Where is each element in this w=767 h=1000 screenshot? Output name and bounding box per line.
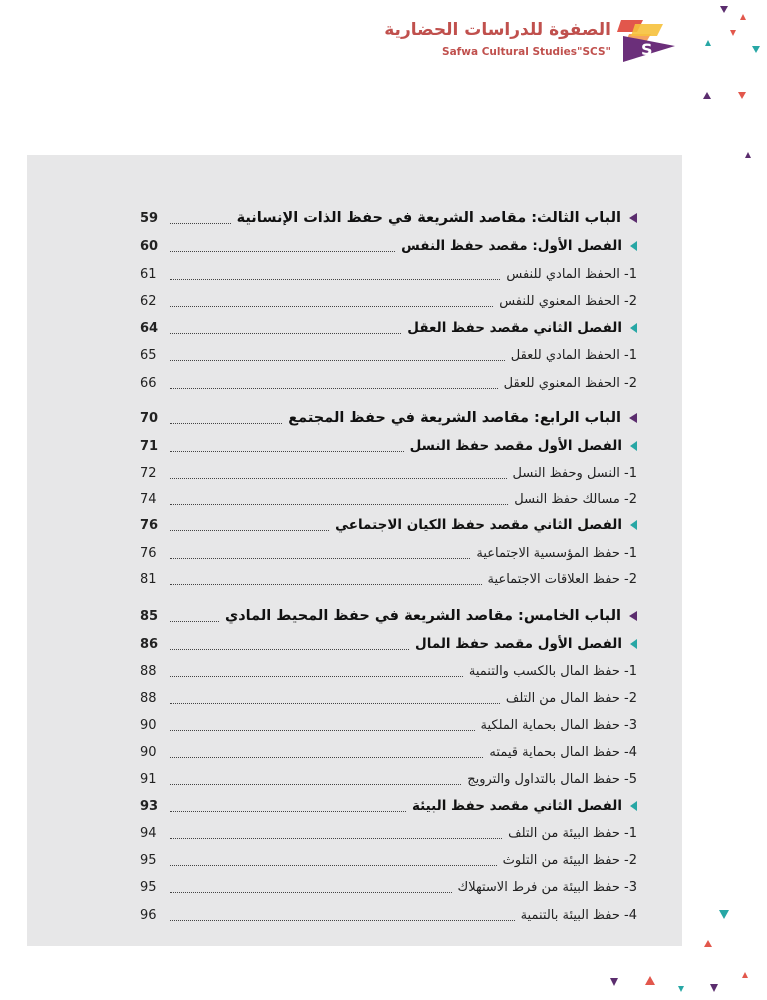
toc-page-number: 59 [140,210,159,226]
toc-entry [140,371,637,395]
toc-page-number: 65 [140,347,157,363]
leader-dots [170,213,231,224]
toc-title: الباب الرابع: مقاصد الشريعة في حفظ المجتمع [288,410,621,426]
toc-page-number: 91 [140,771,157,787]
leader-dots [170,855,497,866]
decor-triangle-icon [678,986,684,992]
decor-triangle-icon [719,910,729,919]
toc-title: 2- حفظ العلاقات الاجتماعية [487,571,637,587]
toc-page-number: 95 [140,852,157,868]
toc-title: 2- الحفظ المعنوي للنفس [499,293,637,309]
toc-title: الباب الثالث: مقاصد الشريعة في حفظ الذات الإنسانية [236,210,621,226]
toc-title: 1- الحفظ المادي للنفس [506,266,637,282]
toc-entry [140,659,637,683]
toc-entry [140,903,637,927]
toc-title: الفصل الأول مقصد حفظ النسل [409,438,622,454]
toc-entry [140,316,637,340]
toc-title: 5- حفظ المال بالتداول والترويج [467,771,637,787]
toc-entry [140,632,637,656]
toc-title: 1- حفظ المال بالكسب والتنمية [468,663,637,679]
decor-triangle-icon [705,40,711,46]
leader-dots [170,494,508,505]
decor-triangle-icon [645,976,655,985]
toc-entry [140,767,637,791]
leader-dots [170,241,395,252]
toc-title: الباب الخامس: مقاصد الشريعة في حفظ المحيط المادي [224,608,621,624]
leader-dots [170,774,461,785]
toc-page-number: 61 [140,266,157,282]
toc-entry [140,289,637,313]
decor-triangle-icon [745,152,751,158]
leader-dots [170,720,475,731]
leader-dots [170,323,401,334]
bullet-triangle-icon [630,639,637,649]
toc-entry [140,461,637,485]
toc-page-number: 88 [140,663,157,679]
leader-dots [170,548,470,559]
toc-title: 2- الحفظ المعنوي للعقل [503,375,637,391]
decor-triangle-icon [730,30,736,36]
toc-entry [140,206,637,230]
leader-dots [170,639,409,650]
toc-page-number: 71 [140,438,159,454]
toc-title: 1- حفظ البيئة من التلف [508,825,637,841]
toc-title: 1- الحفظ المادي للعقل [510,347,637,363]
toc-page-number: 74 [140,491,157,507]
toc-page-number: 90 [140,744,157,760]
decor-triangle-icon [752,46,760,53]
toc-entry [140,262,637,286]
logo-english-text: Safwa Cultural Studies"SCS" [442,46,611,58]
toc-entry [140,875,637,899]
toc-entry [140,740,637,764]
leader-dots [170,468,507,479]
toc-title: الفصل الثاني مقصد حفظ الكيان الاجتماعي [335,517,622,533]
toc-title: 4- حفظ البيئة بالتنمية [520,907,637,923]
toc-page-number: 86 [140,636,159,652]
decor-triangle-icon [704,940,712,947]
toc-title: 4- حفظ المال بحماية قيمته [489,744,637,760]
leader-dots [170,910,515,921]
toc-page-number: 64 [140,320,159,336]
toc-page-number: 95 [140,879,157,895]
logo-mark-icon [617,18,679,66]
leader-dots [170,378,498,389]
leader-dots [170,693,500,704]
toc-entry [140,487,637,511]
leader-dots [170,413,282,424]
bullet-triangle-icon [630,241,637,251]
toc-entry [140,434,637,458]
toc-entry [140,794,637,818]
toc-title: 1- حفظ المؤسسية الاجتماعية [476,545,637,561]
toc-page-number: 70 [140,410,159,426]
toc-title: الفصل الثاني مقصد حفظ البيئة [411,798,622,814]
toc-page-number: 81 [140,571,157,587]
publisher-logo [384,18,679,66]
decor-triangle-icon [610,978,618,986]
leader-dots [170,350,505,361]
toc-title: الفصل الأول مقصد حفظ المال [415,636,622,652]
decor-triangle-icon [720,6,728,13]
toc-entry [140,848,637,872]
toc-entry [140,343,637,367]
svg-text:S: S [641,40,653,59]
bullet-triangle-icon [629,413,637,423]
toc-page-number: 90 [140,717,157,733]
toc-page-number: 62 [140,293,157,309]
toc-entry [140,686,637,710]
leader-dots [170,747,483,758]
decor-triangle-icon [742,972,748,978]
leader-dots [170,611,219,622]
toc-page-number: 60 [140,238,159,254]
decor-triangle-icon [740,14,746,20]
toc-title: 2- حفظ المال من التلف [505,690,637,706]
decor-triangle-icon [738,92,746,99]
bullet-triangle-icon [630,801,637,811]
toc-entry [140,604,637,628]
toc-title: 1- النسل وحفظ النسل [512,465,637,481]
logo-arabic-text: الصفوة للدراسات الحضارية [384,20,611,40]
leader-dots [170,801,406,812]
toc-entry [140,406,637,430]
toc-title: 3- حفظ البيئة من فرط الاستهلاك [457,879,637,895]
bullet-triangle-icon [629,213,637,223]
leader-dots [170,574,482,585]
toc-title: الفصل الثاني مقصد حفظ العقل [407,320,622,336]
toc-page-number: 76 [140,517,159,533]
leader-dots [170,520,329,531]
leader-dots [170,269,500,280]
toc-title: الفصل الأول: مقصد حفظ النفس [401,238,622,254]
toc-title: 3- حفظ المال بحماية الملكية [480,717,637,733]
toc-entry [140,234,637,258]
bullet-triangle-icon [629,611,637,621]
toc-title: 2- حفظ البيئة من التلوث [502,852,637,868]
decor-triangle-icon [710,984,718,992]
toc-entry [140,541,637,565]
leader-dots [170,828,502,839]
toc-page-number: 85 [140,608,159,624]
toc-entry [140,821,637,845]
toc-page-number: 88 [140,690,157,706]
toc-page-number: 76 [140,545,157,561]
decor-triangle-icon [703,92,711,99]
toc-entry [140,513,637,537]
toc-title: 2- مسالك حفظ النسل [514,491,637,507]
leader-dots [170,441,404,452]
bullet-triangle-icon [630,520,637,530]
toc-page-number: 94 [140,825,157,841]
bullet-triangle-icon [630,323,637,333]
toc-page-number: 93 [140,798,159,814]
bullet-triangle-icon [630,441,637,451]
toc-page-number: 96 [140,907,157,923]
toc-entry [140,567,637,591]
leader-dots [170,666,463,677]
leader-dots [170,882,452,893]
toc-page-number: 72 [140,465,157,481]
leader-dots [170,296,493,307]
toc-page-number: 66 [140,375,157,391]
toc-entry [140,713,637,737]
